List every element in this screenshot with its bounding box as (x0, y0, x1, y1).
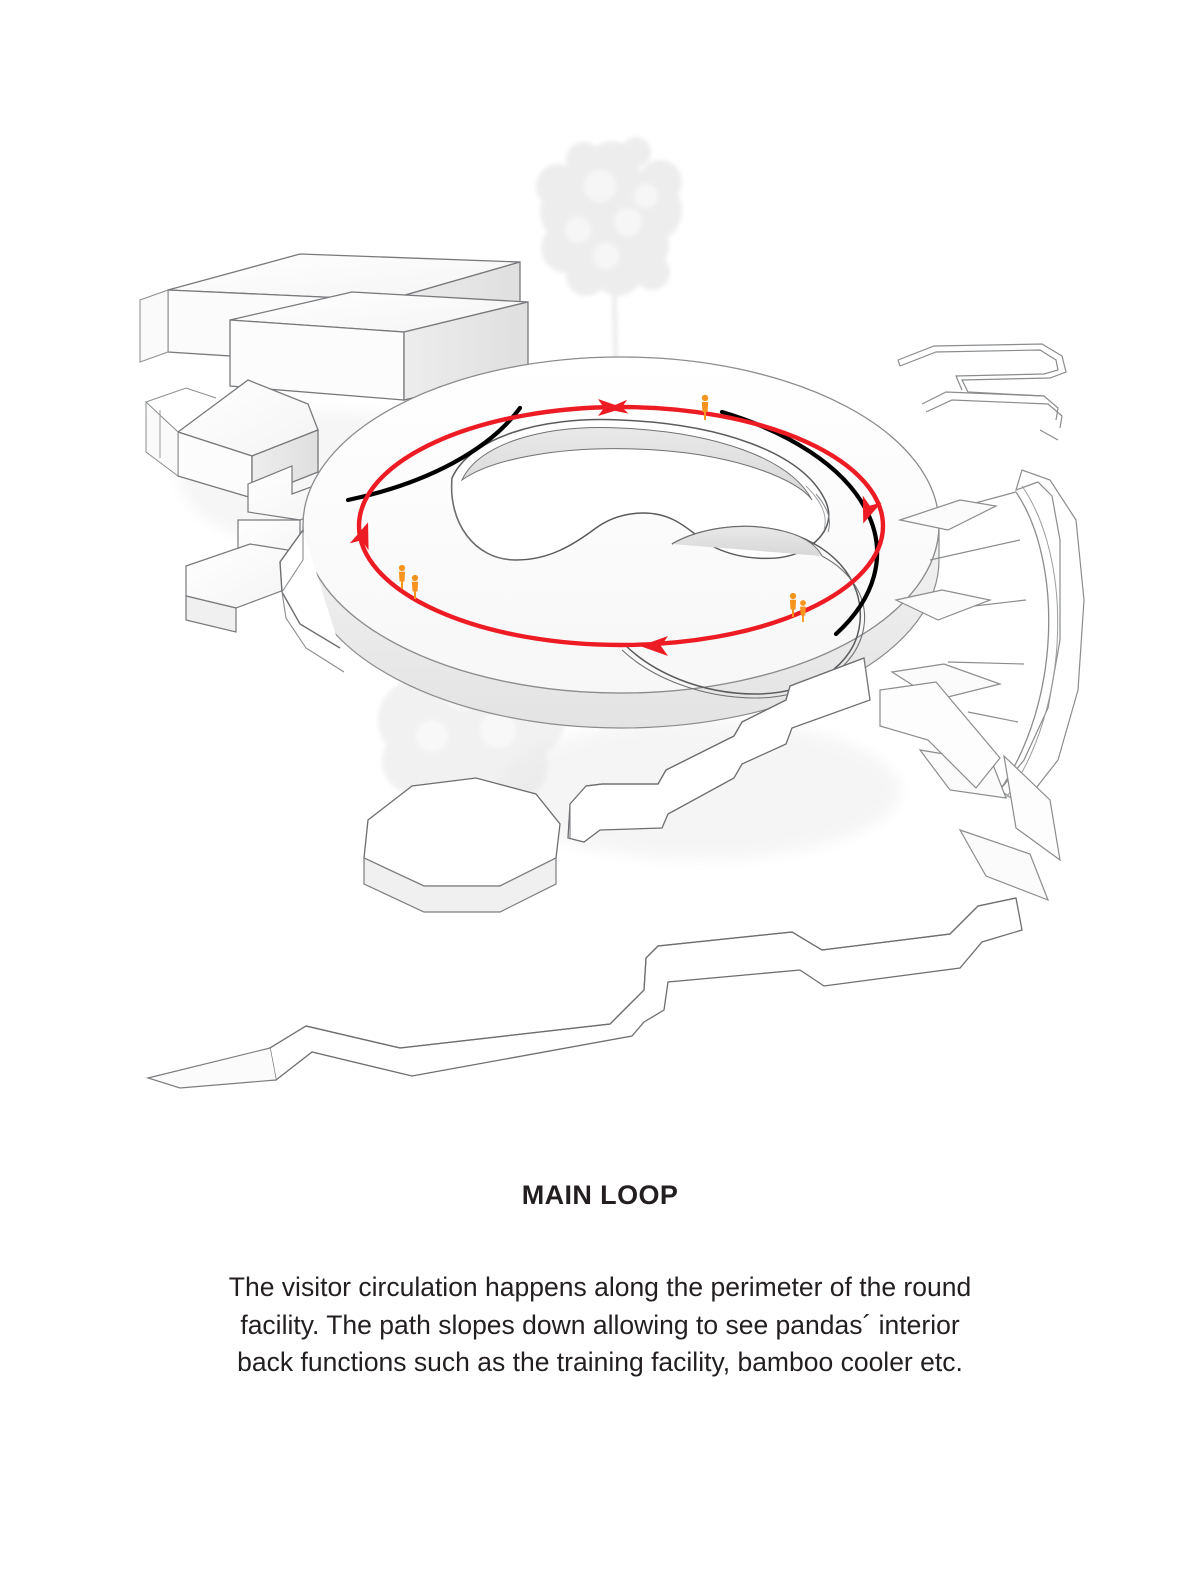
description-line-2: facility. The path slopes down allowing to see pandas´ interior (240, 1309, 960, 1340)
diagram-description (160, 1269, 1040, 1382)
octagonal-platform (364, 778, 560, 912)
northeast-path-outline (898, 344, 1066, 440)
tree-north (536, 137, 682, 375)
description-line-1: The visitor circulation happens along the perimeter of the round (228, 1272, 972, 1302)
zigzag-ramp-lower (148, 898, 1022, 1088)
description-line-3: back functions such as the training facility, bamboo cooler etc. (237, 1347, 963, 1378)
page-title: MAIN LOOP (521, 1180, 679, 1210)
caption-block (0, 1180, 1200, 1382)
